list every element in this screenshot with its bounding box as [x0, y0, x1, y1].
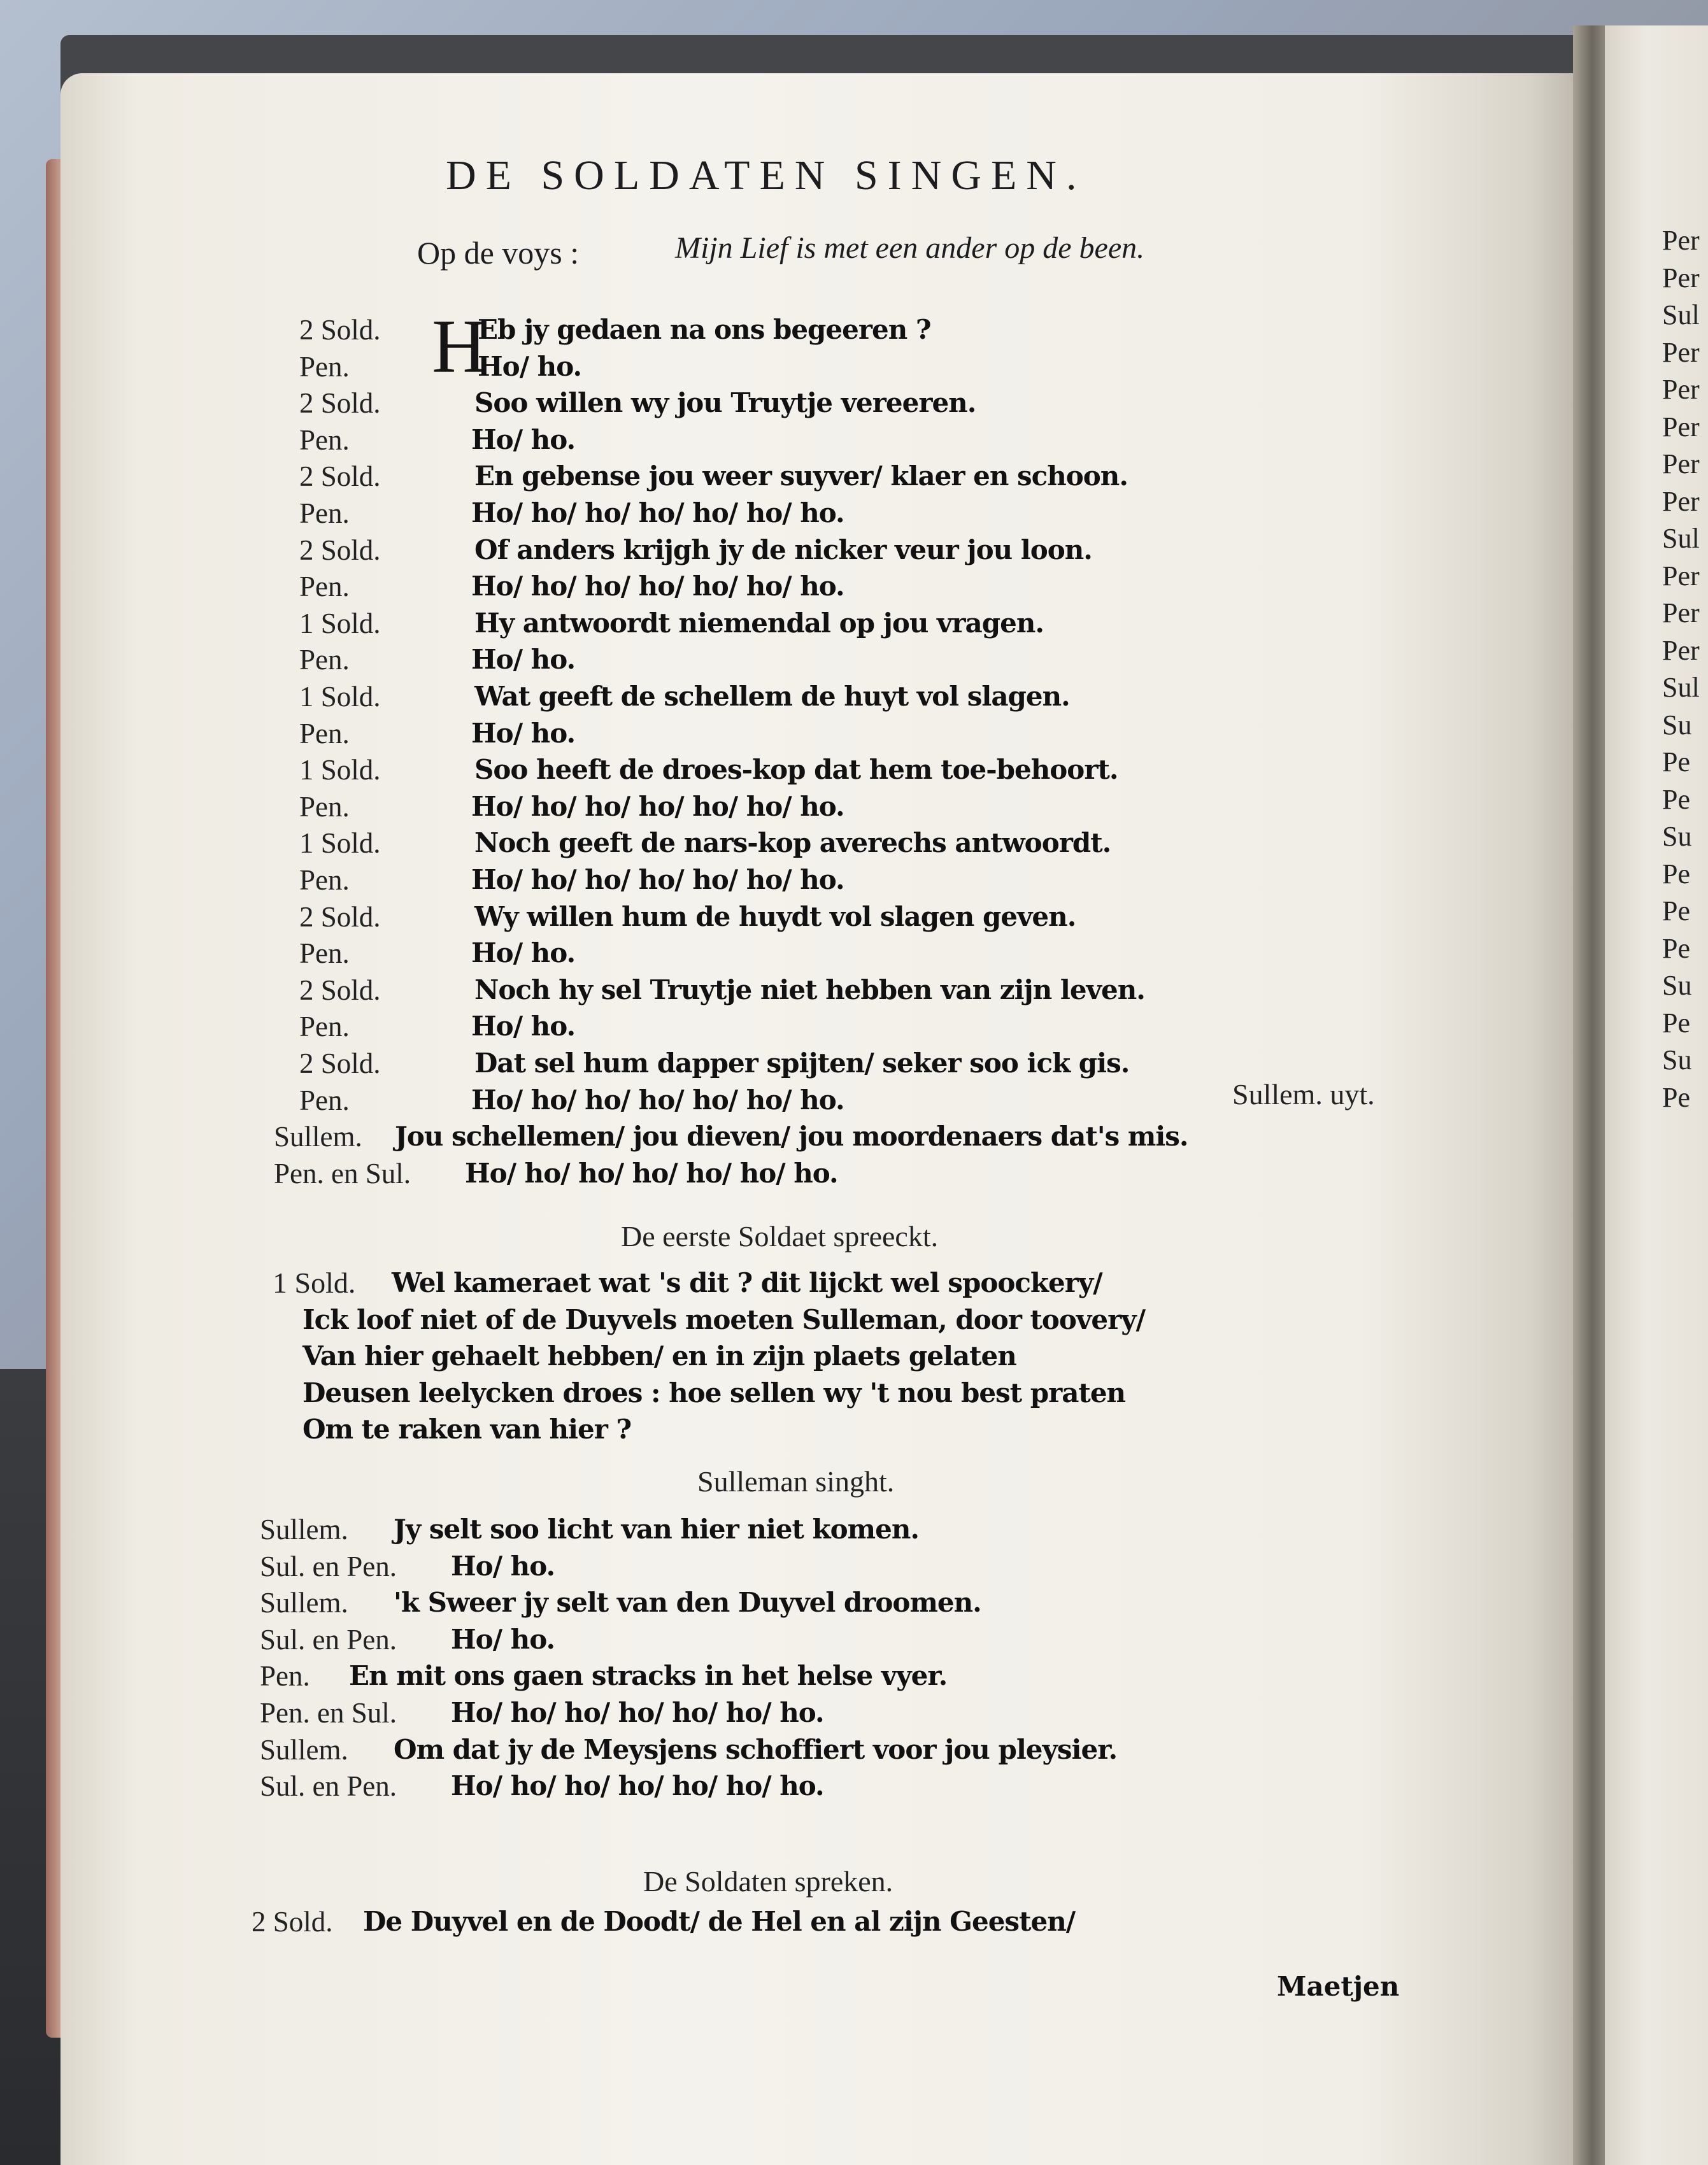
line-text: Wat geeft de schellem de huyt vol slagen.: [474, 681, 1070, 712]
speaker-label: 2 Sold.: [299, 900, 381, 933]
facing-page-speaker: Su: [1662, 709, 1692, 741]
line-text: Ho/ ho.: [471, 717, 576, 749]
facing-page-speaker: Per: [1662, 336, 1700, 368]
line-text: Ho/ ho/ ho/ ho/ ho/ ho/ ho.: [451, 1697, 824, 1728]
speech-line: Deusen leelycken droes : hoe sellen wy 't nou best praten: [302, 1377, 1126, 1409]
speaker-label: Pen.: [299, 1084, 350, 1116]
speaker-label: 2 Sold.: [252, 1906, 333, 1938]
speaker-label: 2 Sold.: [299, 460, 381, 493]
stage-direction-2: Sulleman singht.: [697, 1465, 895, 1498]
facing-page-speaker: Pe: [1662, 1081, 1690, 1113]
line-text: Soo heeft de droes-kop dat hem toe-behoort.: [474, 754, 1118, 786]
facing-page-speaker: Per: [1662, 411, 1700, 443]
line-text: Jy selt soo licht van hier niet komen.: [394, 1514, 919, 1545]
line-text: 'k Sweer jy selt van den Duyvel droomen.: [394, 1587, 981, 1619]
speaker-label: Pen.: [299, 937, 350, 970]
tune-title: Mijn Lief is met een ander op de been.: [675, 231, 1145, 265]
line-text: Ho/ ho/ ho/ ho/ ho/ ho/ ho.: [471, 1084, 844, 1116]
facing-page-speaker: Pe: [1662, 895, 1690, 926]
drop-cap: H: [432, 304, 487, 388]
facing-page-speaker: Sul: [1662, 523, 1700, 554]
line-text: Hy antwoordt niemendal op jou vragen.: [474, 607, 1044, 639]
line-text: De Duyvel en de Doodt/ de Hel en al zijn Geesten/: [363, 1906, 1076, 1937]
speaker-label: Sullem.: [260, 1733, 348, 1766]
line-text: Wy willen hum de huydt vol slagen geven.: [474, 900, 1076, 932]
facing-page-speaker: Pe: [1662, 932, 1690, 964]
line-text: Jou schellemen/ jou dieven/ jou moordenaers dat's mis.: [395, 1121, 1188, 1153]
line-text: Ho/ ho/ ho/ ho/ ho/ ho/ ho.: [471, 864, 844, 895]
stage-direction-3: De Soldaten spreken.: [643, 1865, 893, 1898]
speaker-label: Pen.: [299, 717, 350, 749]
speaker-label: Sul. en Pen.: [260, 1623, 397, 1656]
facing-page-speaker: Per: [1662, 448, 1700, 479]
speaker-label: 2 Sold.: [299, 1047, 381, 1079]
line-text: Noch geeft de nars-kop averechs antwoordt.: [474, 827, 1111, 859]
facing-page-speaker: Per: [1662, 262, 1700, 294]
facing-page-speaker: Sul: [1662, 299, 1700, 330]
line-text: Ho/ ho/ ho/ ho/ ho/ ho/ ho.: [471, 497, 844, 529]
speaker-label: Sul. en Pen.: [260, 1550, 397, 1582]
page-heading: DE SOLDATEN SINGEN.: [446, 152, 1086, 199]
stage-direction-1: De eerste Soldaet spreeckt.: [621, 1220, 939, 1253]
speaker-label: Sullem.: [260, 1587, 348, 1619]
tune-prefix: Op de voys :: [417, 235, 580, 271]
speaker-label: Pen.: [299, 571, 350, 603]
line-text: Ho/ ho/ ho/ ho/ ho/ ho/ ho.: [451, 1770, 824, 1802]
show-through-text: [1143, 181, 1589, 1901]
facing-page-speaker: Per: [1662, 560, 1700, 592]
line-text: Om dat jy de Meysjens schoffiert voor jou pleysier.: [394, 1733, 1118, 1765]
speaker-label: Pen.: [260, 1660, 310, 1693]
speaker-label: 1 Sold.: [299, 827, 381, 860]
speaker-label: 1 Sold.: [299, 607, 381, 639]
speaker-label: 1 Sold.: [299, 681, 381, 713]
exit-direction: Sullem. uyt.: [1232, 1078, 1375, 1111]
line-text: Ho/ ho.: [471, 937, 576, 969]
facing-page-speaker: Pe: [1662, 858, 1690, 890]
speech-line: Om te raken van hier ?: [302, 1414, 632, 1445]
speech-line: Wel kameraet wat 's dit ? dit lijckt wel spoockery/: [392, 1267, 1102, 1298]
facing-page-speaker: Su: [1662, 970, 1692, 1001]
line-text: Ho/ ho.: [471, 1011, 576, 1042]
facing-page-speaker: Sul: [1662, 672, 1700, 703]
speaker-label: Pen.: [299, 644, 350, 676]
line-text: Ho/ ho/ ho/ ho/ ho/ ho/ ho.: [471, 790, 844, 822]
speaker-label: Sullem.: [260, 1514, 348, 1545]
speech-speaker: 1 Sold.: [273, 1267, 356, 1299]
speaker-label: Pen.: [299, 1011, 350, 1043]
line-text: Ho/ ho.: [451, 1623, 555, 1655]
line-text: Of anders krijgh jy de nicker veur jou loon.: [474, 534, 1092, 565]
facing-page-speaker: Pe: [1662, 1007, 1690, 1039]
line-text: Ho/ ho.: [471, 423, 576, 455]
speaker-label: Sul. en Pen.: [260, 1770, 397, 1803]
speech-line: Ick loof niet of de Duyvels moeten Sulleman, door toovery/: [302, 1303, 1145, 1335]
speaker-label: 2 Sold.: [299, 534, 381, 566]
speaker-label: 1 Sold.: [299, 754, 381, 786]
line-text: En mit ons gaen stracks in het helse vyer.: [349, 1660, 948, 1692]
line-text: Dat sel hum dapper spijten/ seker soo ick gis.: [474, 1047, 1130, 1079]
line-text: Soo willen wy jou Truytje vereeren.: [474, 387, 976, 419]
facing-page-speaker: Per: [1662, 597, 1700, 628]
line-text: Ho/ ho/ ho/ ho/ ho/ ho/ ho.: [471, 571, 844, 602]
line-text: Ho/ ho/ ho/ ho/ ho/ ho/ ho.: [465, 1157, 838, 1189]
facing-page-speaker: Per: [1662, 485, 1700, 517]
facing-page-speaker: Su: [1662, 1044, 1692, 1075]
speaker-label: Pen.: [299, 790, 350, 823]
speaker-label: Pen.: [299, 350, 350, 383]
catchword: Maetjen: [1277, 1971, 1400, 2002]
speaker-label: Pen. en Sul.: [274, 1157, 411, 1189]
speaker-label: Sullem.: [274, 1121, 362, 1153]
facing-page-speaker: Pe: [1662, 746, 1690, 777]
speaker-label: 2 Sold.: [299, 974, 381, 1006]
line-text: Ho/ ho.: [471, 644, 576, 676]
line-text: En gebense jou weer suyver/ klaer en schoon.: [474, 460, 1128, 492]
facing-page-speaker: Su: [1662, 821, 1692, 852]
line-text: Ho/ ho.: [451, 1550, 555, 1582]
speaker-label: Pen.: [299, 423, 350, 456]
speaker-label: 2 Sold.: [299, 387, 381, 420]
facing-page-speaker: Per: [1662, 225, 1700, 256]
line-text: Noch hy sel Truytje niet hebben van zijn leven.: [474, 974, 1145, 1005]
facing-page-speaker: Pe: [1662, 783, 1690, 815]
speaker-label: Pen. en Sul.: [260, 1697, 397, 1729]
facing-page-speaker: Per: [1662, 634, 1700, 666]
line-text: Ho/ ho.: [478, 350, 582, 382]
speaker-label: 2 Sold.: [299, 314, 381, 346]
speech-line: Van hier gehaelt hebben/ en in zijn plaets gelaten: [302, 1340, 1016, 1372]
facing-page-speaker: Per: [1662, 374, 1700, 405]
speaker-label: Pen.: [299, 497, 350, 529]
speaker-label: Pen.: [299, 864, 350, 896]
line-text: Eb jy gedaen na ons begeeren ?: [478, 314, 931, 345]
